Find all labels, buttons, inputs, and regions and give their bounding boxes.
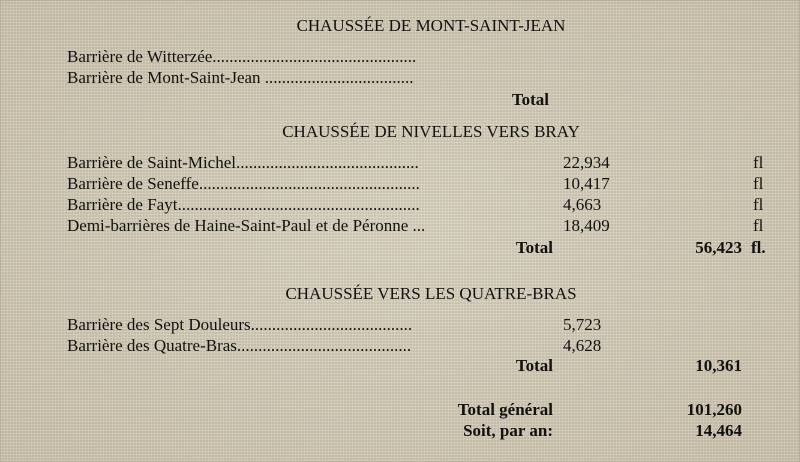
row-unit-haine-peronne: fl — [753, 216, 764, 235]
row-label-sept-douleurs: Barrière des Sept Douleurs...................................... — [67, 315, 413, 334]
row-amount-fayt: 4,663 — [563, 195, 602, 214]
per-year-label: Soit, par an: — [463, 421, 553, 440]
row-label-saint-michel: Barrière de Saint-Michel........................................... — [67, 153, 419, 172]
total-value-section2: 56,423 — [695, 238, 742, 257]
row-amount-saint-michel: 22,934 — [563, 153, 610, 172]
section-heading-quatre-bras: CHAUSSÉE VERS LES QUATRE-BRAS — [285, 284, 577, 303]
row-unit-seneffe: fl — [753, 174, 764, 193]
total-value-section3: 10,361 — [695, 356, 742, 375]
row-amount-haine-peronne: 18,409 — [563, 216, 610, 235]
row-label-mont-saint-jean: Barrière de Mont-Saint-Jean ................................... — [67, 68, 414, 87]
total-label-section1: Total — [511, 90, 549, 109]
per-year-value: 14,464 — [695, 421, 742, 440]
grand-total-value: 101,260 — [686, 400, 742, 419]
row-label-fayt: Barrière de Fayt......................................................... — [67, 195, 420, 214]
total-label-section3: Total — [515, 356, 553, 375]
section-heading-nivelles-bray: CHAUSSÉE DE NIVELLES VERS BRAY — [282, 122, 580, 141]
row-unit-saint-michel: fl — [753, 153, 764, 172]
row-label-seneffe: Barrière de Seneffe.................................................... — [67, 174, 420, 193]
row-amount-sept-douleurs: 5,723 — [563, 315, 602, 334]
row-label-haine-peronne: Demi-barrières de Haine-Saint-Paul et de Péronne ... — [67, 216, 426, 235]
row-amount-quatre-bras: 4,628 — [563, 336, 602, 355]
row-label-witterzee: Barrière de Witterzée................................................ — [67, 47, 417, 66]
row-amount-seneffe: 10,417 — [563, 174, 610, 193]
section-heading-mont-saint-jean: CHAUSSÉE DE MONT-SAINT-JEAN — [296, 16, 566, 35]
grand-total-label: Total général — [457, 400, 553, 419]
total-label-section2: Total — [515, 238, 553, 257]
total-unit-section2: fl. — [751, 238, 766, 257]
row-unit-fayt: fl — [753, 195, 764, 214]
row-label-quatre-bras: Barrière des Quatre-Bras......................................... — [67, 336, 412, 355]
